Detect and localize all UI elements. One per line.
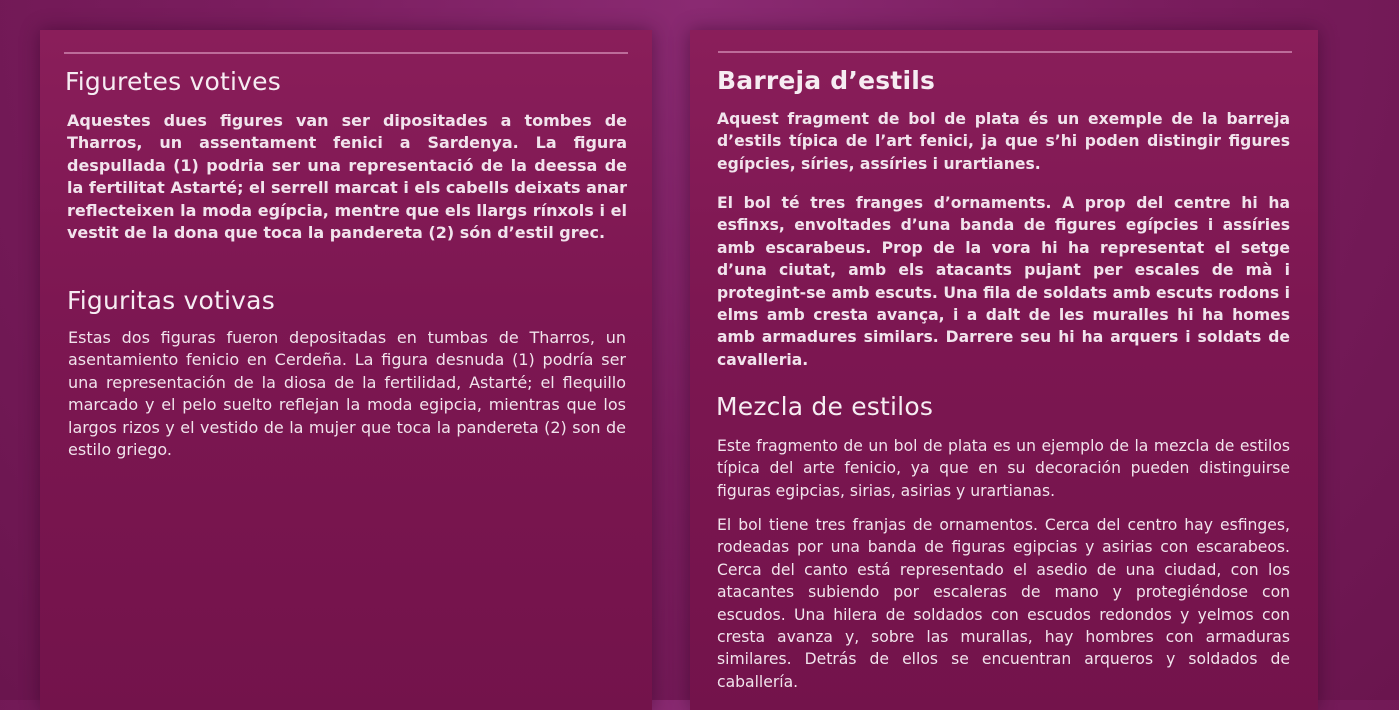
spanish-heading-mix-of-styles: Mezcla de estilos bbox=[716, 392, 934, 421]
catalan-text-votive-figures: Aquestes dues figures van ser dipositades a tombes de Tharros, un assentament fenici a Sardenya. La figura despullada (1) podria ser una representació de la deessa de la fertilitat Astarté; el serrell marcat i els cabells deixats anar reflecteixen la moda egípcia, mentre que els llargs rínxols i el vestit de la dona que toca la pandereta (2) són d’estil grec. bbox=[67, 111, 627, 243]
left-exhibit-panel bbox=[40, 30, 652, 710]
top-divider-line bbox=[64, 52, 628, 54]
spanish-paragraph-1: Este fragmento de un bol de plata es un ejemplo de la mezcla de estilos típica del arte fenicio, ya que en su decoración pueden distinguirse figuras egipcias, sirias, asirias y urartianas. bbox=[717, 437, 1290, 500]
catalan-paragraph-1: Aquest fragment de bol de plata és un exemple de la barreja d’estils típica de l’art fenici, ja que s’hi poden distingir figures egípcies, síries, assíries i urartianes. bbox=[717, 110, 1290, 173]
right-exhibit-panel bbox=[690, 30, 1318, 710]
top-divider-line bbox=[718, 51, 1292, 53]
spanish-text-votive-figures: Estas dos figuras fueron depositadas en tumbas de Tharros, un asentamiento fenicio en Cerdeña. La figura desnuda (1) podría ser una representación de la diosa de la fertilidad, Astarté; el flequillo marcado y el pelo suelto reflejan la moda egipcia, mientras que los largos rizos y el vestido de la mujer que toca la pandereta (2) son de estilo griego. bbox=[68, 328, 626, 460]
spanish-heading-votive-figures: Figuritas votivas bbox=[67, 286, 275, 315]
catalan-heading-mix-of-styles: Barreja d’estils bbox=[717, 66, 936, 95]
catalan-paragraph-2: El bol té tres franges d’ornaments. A prop del centre hi ha esfinxs, envoltades d’una banda de figures egípcies i assíries amb escarabeus. Prop de la vora hi ha representat el setge d’una ciutat, amb els atacants pujant per escales de mà i protegint-se amb escuts. Una fila de soldats amb escuts rodons i elms amb cresta avança, i a dalt de les muralles hi ha homes amb armadures similars. Darrere seu hi ha arquers i soldats de cavalleria. bbox=[717, 194, 1290, 369]
catalan-heading-votive-figures: Figuretes votives bbox=[65, 67, 281, 96]
spanish-paragraph-2: El bol tiene tres franjas de ornamentos. Cerca del centro hay esfinges, rodeadas por una banda de figuras egipcias y asirias con escarabeos. Cerca del canto está representado el asedio de una ciudad, con los atacantes subiendo por escaleras de mano y protegiéndose con escudos. Una hilera de soldados con escudos redondos y yelmos con cresta avanza y, sobre las murallas, hay hombres con armaduras similares. Detrás de ellos se encuentran arqueros y soldados de caballería. bbox=[717, 516, 1290, 691]
